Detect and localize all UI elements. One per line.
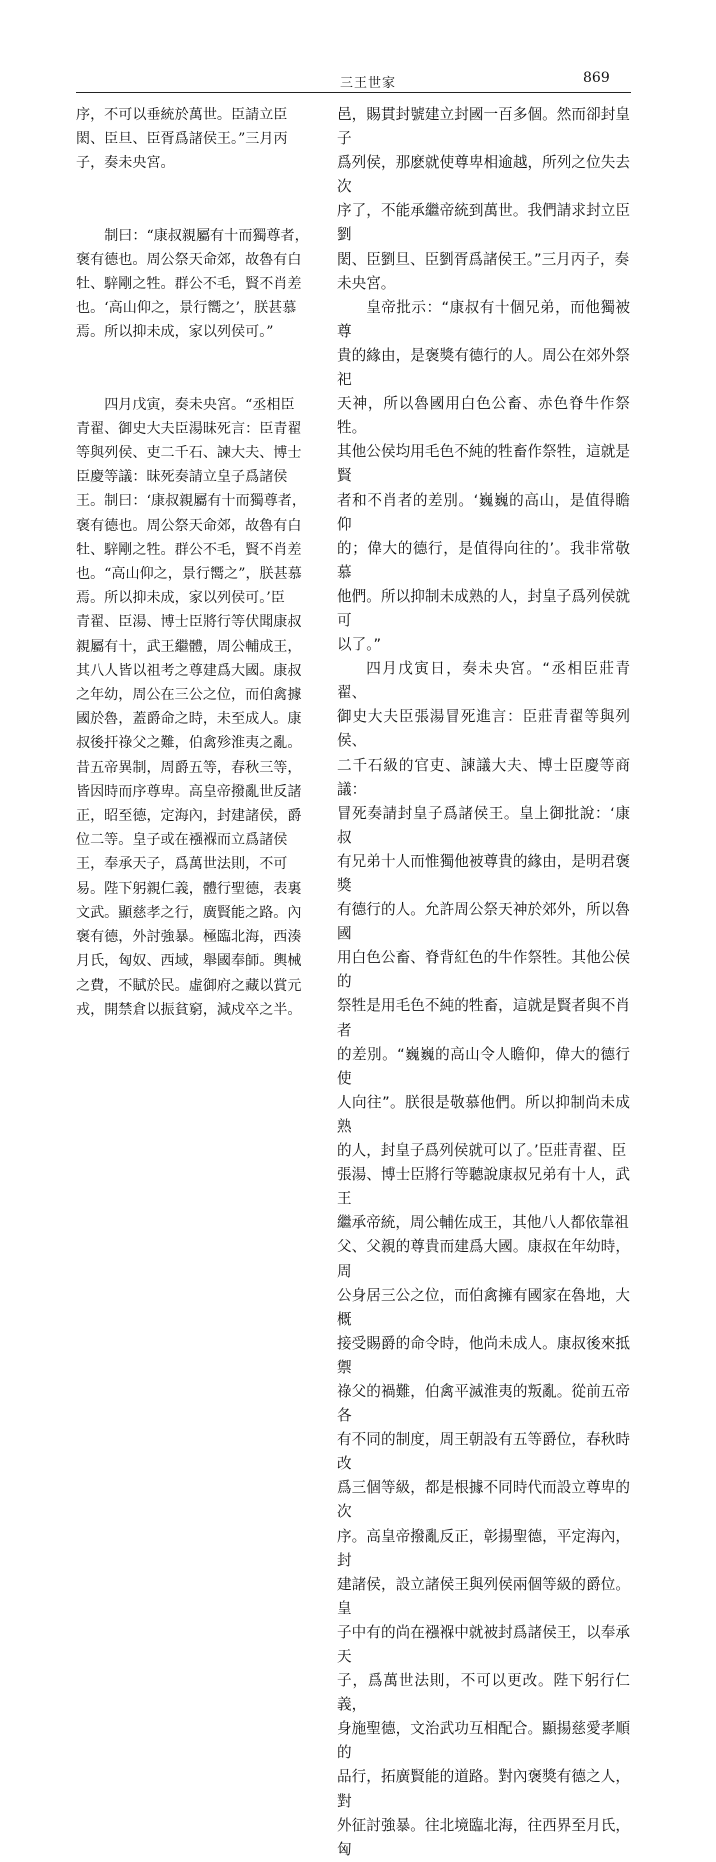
translation-paragraph-1: 邑，賜貫封號建立封國一百多個。然而卻封皇子 爲列侯，那麽就使尊卑相逾越，所列之位失去次 序了，不能承繼帝統到萬世。我們請求封立臣劉 閎、臣劉旦、臣劉胥爲諸侯王。”三月丙子，奏 未央宮。 bbox=[337, 106, 630, 292]
paragraph-gap bbox=[76, 345, 324, 393]
header-rule bbox=[76, 92, 631, 93]
running-title: 三王世家 bbox=[340, 76, 397, 91]
original-text-column bbox=[76, 103, 324, 1022]
translation-paragraph-3: 四月戊寅日，奏未央宮。“丞相臣莊青翟、 御史大夫臣張湯冒死進言：臣莊青翟等與列侯、 二千石級的官吏、諫議大夫、博士臣慶等商議： 冒死奏請封皇子爲諸侯王。皇上御批說：‘康叔 有兄弟十人而惟獨他被尊貴的緣由，是明君褒獎 有德行的人。允許周公祭天神於郊外，所以魯國 用白色公畜、脊背紅色的牛作祭牲。其他公侯的 祭牲是用毛色不純的牲畜，這就是賢者與不肖者 的差別。“巍巍的高山令人瞻仰，偉大的德行使 人向往”。朕很是敬慕他們。所以抑制尚未成熟 的人，封皇子爲列侯就可以了。’臣莊青翟、臣 張湯、博士臣將行等聽說康叔兄弟有十人，武王 繼承帝統，周公輔佐成王，其他八人都依靠祖 父、父親的尊貴而建爲大國。康叔在年幼時，周 公身居三公之位，而伯禽擁有國家在魯地，大概 接受賜爵的命令時，他尚未成人。康叔後來抵禦 祿父的禍難，伯禽平滅淮夷的叛亂。從前五帝各 有不同的制度，周王朝設有五等爵位，春秋時改 爲三個等級，都是根據不同時代而設立尊卑的次 序。高皇帝撥亂反正，彰揚聖德，平定海內，封 建諸侯，設立諸侯王與列侯兩個等級的爵位。皇 子中有的尚在襁褓中就被封爲諸侯王，以奉承天 子，爲萬世法則，不可以更改。陛下躬行仁義， 身施聖德，文治武功互相配合。顯揚慈愛孝順的 品行，拓廣賢能的道路。對內褒獎有德之人，對 外征討強暴。往北境臨北海，往西界至月氏，匈 bbox=[337, 660, 630, 1858]
original-paragraph-1: 序，不可以垂統於萬世。臣請立臣 閎、臣旦、臣胥爲諸侯王。”三月丙 子，奏未央宮。 bbox=[76, 107, 288, 172]
original-paragraph-3: 四月戊寅，奏未央宮。“丞相臣 青翟、御史大夫臣湯昧死言：臣青翟 等與列侯、吏二千石、諫大夫、博士 臣慶等議：昧死奏請立皇子爲諸侯 王。制曰：‘康叔親屬有十而獨尊者， 褒有德也。周公祭天命郊，故魯有白 牡、騂剛之牲。群公不毛，賢不肖差 也。“高山仰之，景行嚮之”，朕甚慕 焉。所以抑未成，家以列侯可。’臣 青翟、臣湯、博士臣將行等伏聞康叔 親屬有十，武王繼體，周公輔成王， 其八人皆以祖考之尊建爲大國。康叔 之年幼，周公在三公之位，而伯禽據 國於魯，蓋爵命之時，未至成人。康 叔後扞祿父之難，伯禽殄淮夷之亂。 昔五帝異制，周爵五等，春秋三等， 皆因時而序尊卑。高皇帝撥亂世反諸 正，昭至德，定海內，封建諸侯，爵 位二等。皇子或在襁褓而立爲諸侯 王，奉承天子，爲萬世法則，不可 易。陛下躬親仁義，體行聖德，表裏 文武。顯慈孝之行，廣賢能之路。內 褒有德，外討強暴。極臨北海，西湊 月氏，匈奴、西域，舉國奉師。輿械 之費，不賦於民。虛御府之藏以賞元 戎，開禁倉以振貧窮，減戍卒之半。 bbox=[76, 396, 306, 1018]
page-number: 869 bbox=[583, 70, 610, 86]
translation-column bbox=[337, 103, 630, 1862]
original-paragraph-2: 制曰：“康叔親屬有十而獨尊者， 褒有德也。周公祭天命郊，故魯有白 牡、騂剛之牲。群公不毛，賢不肖差 也。‘高山仰之，景行嚮之’，朕甚慕 焉。所以抑未成，家以列侯可。” bbox=[76, 227, 309, 341]
page-header bbox=[0, 0, 716, 96]
translation-paragraph-2: 皇帝批示：“康叔有十個兄弟，而他獨被尊 貴的緣由，是褒獎有德行的人。周公在郊外祭祀 天神，所以魯國用白色公畜、赤色脊牛作祭牲。 其他公侯均用毛色不純的牲畜作祭牲，這就是賢 者和不肖者的差別。‘巍巍的高山，是值得瞻仰 的；偉大的德行，是值得向往的’。我非常敬慕 他們。所以抑制未成熟的人，封皇子爲列侯就可 以了。” bbox=[337, 298, 630, 654]
paragraph-gap bbox=[76, 176, 324, 224]
